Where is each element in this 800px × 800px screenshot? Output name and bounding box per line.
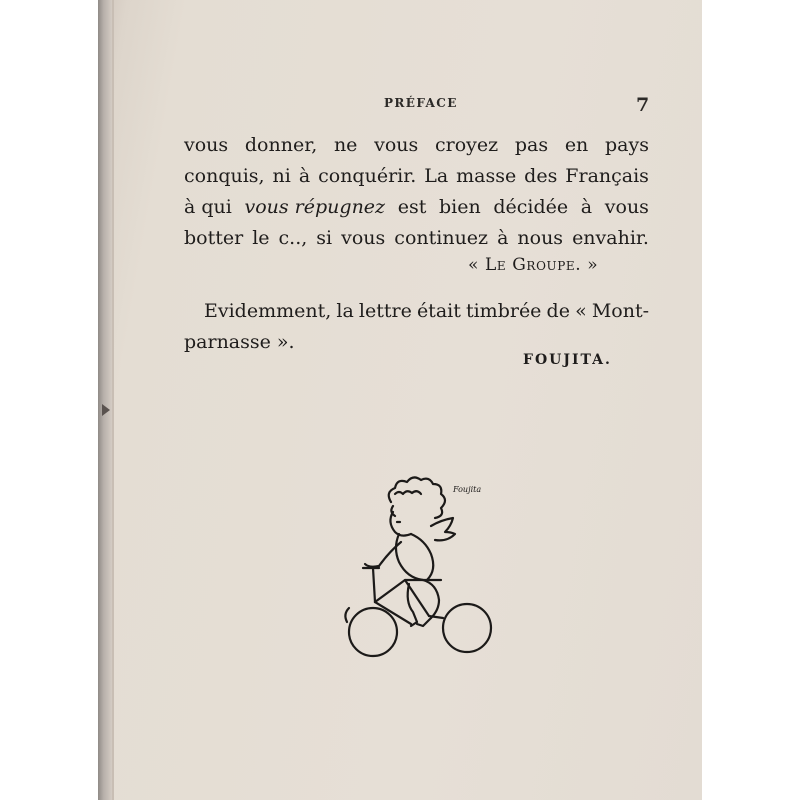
text-line-1: vous donner, ne vous croyez pas en pays (184, 134, 649, 156)
text-line-3: à qui vous répugnez est bien décidée à vous (184, 192, 649, 223)
page-number: 7 (636, 94, 650, 116)
text-line-4: botter le c.., si vous continuez à nous envahir. (184, 227, 649, 249)
page-fold (112, 0, 114, 800)
text-line-5: Evidemment, la lettre était timbrée de « Mont- (204, 300, 649, 322)
book-page (98, 0, 702, 800)
group-signature: « Le Groupe. » (468, 255, 599, 275)
running-head: PRÉFACE (384, 96, 458, 110)
cherub-bicycle-drawing (333, 472, 503, 672)
paper-nick (102, 404, 110, 416)
page-gutter (98, 0, 112, 800)
text-line-6: parnasse ». (184, 331, 295, 353)
text-line-2: conquis, ni à conquérir. La masse des Français (184, 165, 649, 187)
cherub-bicycle-illustration (333, 472, 503, 672)
illustration-signature: Foujita (453, 485, 482, 494)
author-signature: FOUJITA. (523, 352, 612, 368)
italic-phrase: vous répugnez (244, 196, 386, 218)
